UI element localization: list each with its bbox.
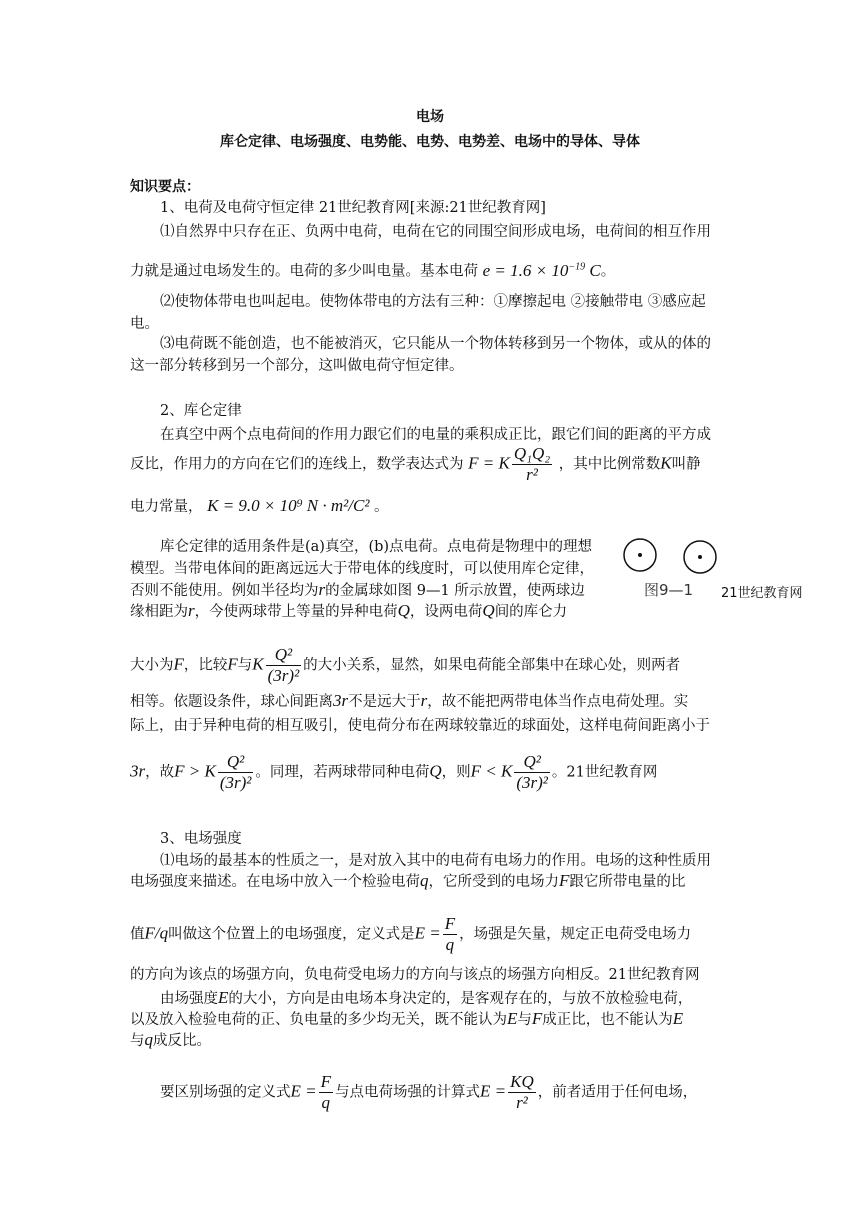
coulomb-fraction: $\frac{\text{Q₁Q₂}}{\text{r²}}$	[513, 444, 551, 484]
lt-fraction: $\frac{\text{Q²}}{\text{(3r)²}}$	[516, 752, 548, 792]
s2-p1-line3: 电力常量， K = 9.0 × 10⁹ N · m²/C² 。	[130, 496, 389, 515]
s1-heading: 1、电荷及电荷守恒定律 21世纪教育网[来源:21世纪教育网]	[160, 200, 546, 216]
document-subtitle: 库仑定律、电场强度、电势能、电势、电势差、电场中的导体、导体	[220, 134, 640, 150]
field-definition-fraction: $\frac{F}{q}$	[444, 914, 456, 954]
s1-p1-line1: ⑴自然界中只存在正、负两中电荷，电荷在它的同围空间形成电场，电荷间的相互作用	[160, 224, 711, 240]
s3-p2-line2: 以及放入检验电荷的正、负电量的多少均无关，既不能认为E与F成正比，也不能认为E	[130, 1009, 684, 1028]
figure-9-1	[618, 535, 728, 605]
s3-p3-line1: 要区别场强的定义式E = $\frac{F}{q}$ 与点电荷场强的计算式E = $\frac{KQ}{\text{r²}}$ ，前者适用于任何电场，	[160, 1072, 698, 1112]
s2-p2-line4: 缘相距为r，今使两球带上等量的异种电荷Q，设两电荷Q间的库仑力	[130, 601, 568, 620]
s3-heading: 3、电场强度	[160, 831, 242, 847]
figure-watermark: 21世纪教育网	[721, 586, 803, 601]
s3-p2-line3: 与q成反比。	[130, 1030, 211, 1049]
document-title: 电场	[416, 109, 444, 125]
s1-p3-line1: ⑶电荷既不能创造，也不能被消灭，它只能从一个物体转移到另一个物体，或从的体的	[160, 336, 711, 352]
s2-p1-line1: 在真空中两个点电荷间的作用力跟它们的电量的乘积成正比，跟它们间的距离的平方成	[160, 427, 711, 443]
two-spheres-diagram	[618, 535, 728, 605]
s2-p3-line2: 相等。依题设条件，球心间距离3r不是远大于r，故不能把两带电体当作点电荷处理。实	[130, 691, 689, 710]
s1-p2-line1: ⑵使物体带电也叫起电。使物体带电的方法有三种：①摩擦起电 ②接触带电 ③感应起	[160, 294, 706, 310]
coulomb-formula-lhs: F = K	[468, 453, 510, 473]
sphere-left-center	[638, 553, 642, 557]
s2-p3-line1: 大小为F，比较F与K $\frac{\text{Q²}}{\text{(3r)²}}$ 的大小关系，显然，如果电荷能全部集中在球心处，则两者	[130, 645, 681, 685]
s2-p3-line3: 际上，由于异种电荷的相互吸引，使电荷分布在两球较靠近的球面处，这样电荷间距离小于	[130, 718, 710, 734]
s2-heading: 2、库仑定律	[160, 403, 242, 419]
s3-p1-line1: ⑴电场的最基本的性质之一，是对放入其中的电荷有电场力的作用。电场的这种性质用	[160, 853, 711, 869]
s2-p2-line3: 否则不能使用。例如半径均为r的金属球如图 9—1 所示放置，使两球边	[130, 580, 585, 599]
field-def-fraction-2: $\frac{F}{q}$	[320, 1072, 331, 1112]
coulomb-constant: K = 9.0 × 10⁹ N · m²/C²	[207, 496, 370, 515]
point-charge-fraction: $\frac{KQ}{\text{r²}}$	[510, 1072, 534, 1112]
s3-p1-line2: 电场强度来描述。在电场中放入一个检验电荷q，它所受到的电场力F跟它所带电量的比	[130, 871, 686, 890]
compare-fraction: $\frac{\text{Q²}}{\text{(3r)²}}$	[267, 645, 300, 685]
s3-p2-line1: 由场强度E的大小，方向是由电场本身决定的，是客观存在的，与放不放检验电荷，	[160, 988, 693, 1007]
elementary-charge-formula: $e = 1.6 \times 10^{-19}$ C	[482, 260, 601, 280]
figure-label: 图9—1	[644, 581, 694, 599]
f-over-q: F/q	[144, 923, 169, 943]
s1-p3-line2: 这一部分转移到另一个部分，这叫做电荷守恒定律。	[130, 358, 464, 374]
s3-p1-line4: 的方向为该点的场强方向，负电荷受电场力的方向与该点的场强方向相反。21世纪教育网	[130, 967, 700, 983]
s3-p1-line3: 值F/q叫做这个位置上的电场强度，定义式是E = $\frac{F}{q}$ ，场强是矢量，规定正电荷受电场力	[130, 914, 692, 954]
gt-fraction: $\frac{\text{Q²}}{\text{(3r)²}}$	[219, 752, 252, 792]
s2-p1-line2: 反比，作用力的方向在它们的连线上，数学表达式为 F = K $\frac{\text{Q₁Q₂}}{\text{r²}}$ ，其中比例常数K叫静	[130, 444, 701, 484]
s1-p1-text: 力就是通过电场发生的。电荷的多少叫电量。基本电荷	[130, 263, 478, 280]
section-heading: 知识要点：	[130, 179, 200, 195]
sphere-right-center	[698, 555, 702, 559]
s2-p2-line2: 模型。当带电体间的距离远远大于带电体的线度时，可以使用库仑定律，	[130, 561, 594, 577]
s2-p3-line4: 3r，故F > K $\frac{\text{Q²}}{\text{(3r)²}}$ 。同理，若两球带同种电荷Q，则F < K $\frac{\text{Q²}}{\text{(3r)²}}$ 。21世纪教育网	[130, 752, 658, 792]
s2-p2-line1: 库仑定律的适用条件是(a)真空，(b)点电荷。点电荷是物理中的理想	[160, 539, 593, 555]
s1-p1-line2: 力就是通过电场发生的。电荷的多少叫电量。基本电荷 $e = 1.6 \times 10^{-19}$ C。	[130, 260, 616, 280]
s1-p2-line2: 电。	[130, 316, 159, 332]
